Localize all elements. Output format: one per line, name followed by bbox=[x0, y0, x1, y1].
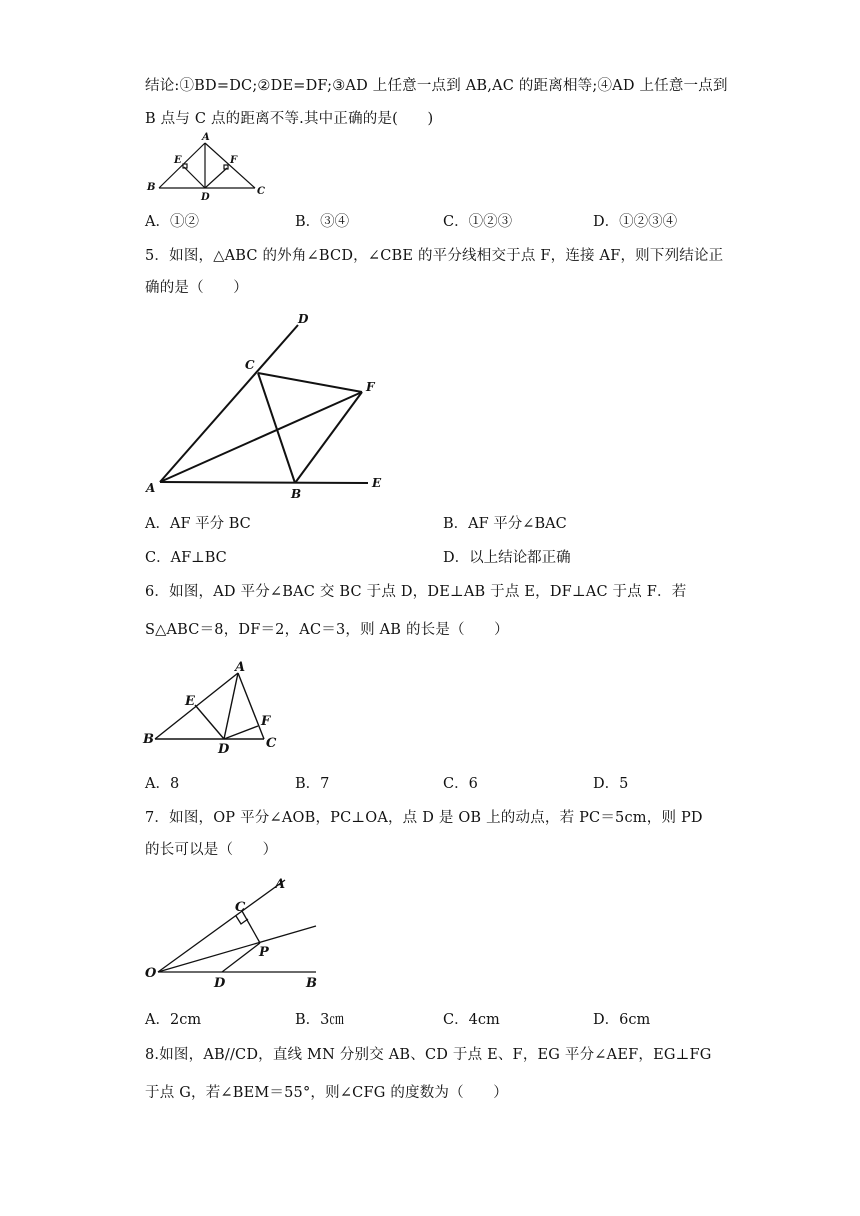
q5-option-b[interactable]: B．AF 平分∠BAC bbox=[443, 516, 567, 532]
q6-label-b: B bbox=[143, 732, 154, 747]
q5-label-f: F bbox=[366, 380, 375, 394]
q4-option-c[interactable]: C．①②③ bbox=[443, 214, 513, 230]
q6-option-d[interactable]: D．5 bbox=[593, 776, 629, 792]
q4-option-d[interactable]: D．①②③④ bbox=[593, 214, 678, 230]
q7-text-line2: 的长可以是（ ） bbox=[145, 842, 278, 858]
q7-option-c[interactable]: C．4cm bbox=[443, 1012, 500, 1028]
q5-figure bbox=[140, 305, 400, 505]
q4-figure bbox=[143, 130, 273, 204]
q5-text-line2: 确的是（ ） bbox=[145, 280, 248, 296]
q6-option-b[interactable]: B．7 bbox=[295, 776, 330, 792]
q4-label-e: E bbox=[174, 155, 182, 166]
q4-label-c: C bbox=[257, 186, 265, 197]
q4-label-f: F bbox=[230, 155, 238, 166]
q7-text-line1: 7．如图，OP 平分∠AOB，PC⊥OA，点 D 是 OB 上的动点，若 PC＝5cm，则 PD bbox=[145, 810, 703, 826]
q4-text-line1: 结论:①BD=DC;②DE=DF;③AD 上任意一点到 AB,AC 的距离相等;④AD 上任意一点到 bbox=[145, 78, 728, 94]
q7-label-a: A bbox=[275, 877, 286, 892]
q5-label-c: C bbox=[245, 358, 255, 372]
q5-option-a[interactable]: A．AF 平分 BC bbox=[145, 516, 251, 532]
q7-label-d: D bbox=[214, 976, 226, 991]
q6-option-a[interactable]: A．8 bbox=[145, 776, 180, 792]
q6-text-line2: S△ABC＝8，DF＝2，AC＝3，则 AB 的长是（ ） bbox=[145, 622, 509, 638]
q4-label-d: D bbox=[201, 192, 210, 203]
q6-label-c: C bbox=[266, 736, 277, 751]
q5-option-d[interactable]: D．以上结论都正确 bbox=[443, 550, 571, 566]
q5-text-line1: 5．如图，△ABC 的外角∠BCD，∠CBE 的平分线相交于点 F，连接 AF，则下列结论正 bbox=[145, 248, 724, 264]
q5-label-d: D bbox=[298, 312, 309, 326]
q8-text-line2: 于点 G，若∠BEM＝55°，则∠CFG 的度数为（ ） bbox=[145, 1085, 508, 1101]
q5-label-b: B bbox=[291, 487, 302, 501]
q7-option-a[interactable]: A．2cm bbox=[145, 1012, 202, 1028]
q6-text-line1: 6．如图，AD 平分∠BAC 交 BC 于点 D，DE⊥AB 于点 E，DF⊥AC 于点 F．若 bbox=[145, 584, 687, 600]
q4-label-b: B bbox=[147, 182, 156, 193]
q7-label-o: O bbox=[145, 966, 157, 981]
q7-label-b: B bbox=[306, 976, 317, 991]
q5-label-a: A bbox=[146, 481, 156, 495]
q4-label-a: A bbox=[202, 132, 210, 143]
q4-text-line2: B 点与 C 点的距离不等.其中正确的是( ) bbox=[145, 111, 434, 127]
q7-label-c: C bbox=[235, 900, 246, 915]
q7-option-b[interactable]: B．3㎝ bbox=[295, 1012, 344, 1028]
q6-label-d: D bbox=[218, 742, 230, 753]
q6-label-a: A bbox=[235, 660, 246, 675]
q6-option-c[interactable]: C．6 bbox=[443, 776, 478, 792]
q6-figure bbox=[140, 653, 290, 753]
q4-option-b[interactable]: B．③④ bbox=[295, 214, 350, 230]
q7-option-d[interactable]: D．6cm bbox=[593, 1012, 651, 1028]
q5-label-e: E bbox=[372, 476, 382, 490]
q5-option-c[interactable]: C．AF⊥BC bbox=[145, 550, 227, 566]
q8-text-line1: 8.如图，AB//CD，直线 MN 分别交 AB、CD 于点 E、F，EG 平分∠AEF，EG⊥FG bbox=[145, 1047, 712, 1063]
q6-label-e: E bbox=[185, 694, 195, 709]
q4-option-a[interactable]: A．①② bbox=[145, 214, 199, 230]
q7-figure bbox=[140, 868, 330, 993]
q7-label-p: P bbox=[259, 945, 269, 960]
q6-label-f: F bbox=[261, 714, 271, 729]
